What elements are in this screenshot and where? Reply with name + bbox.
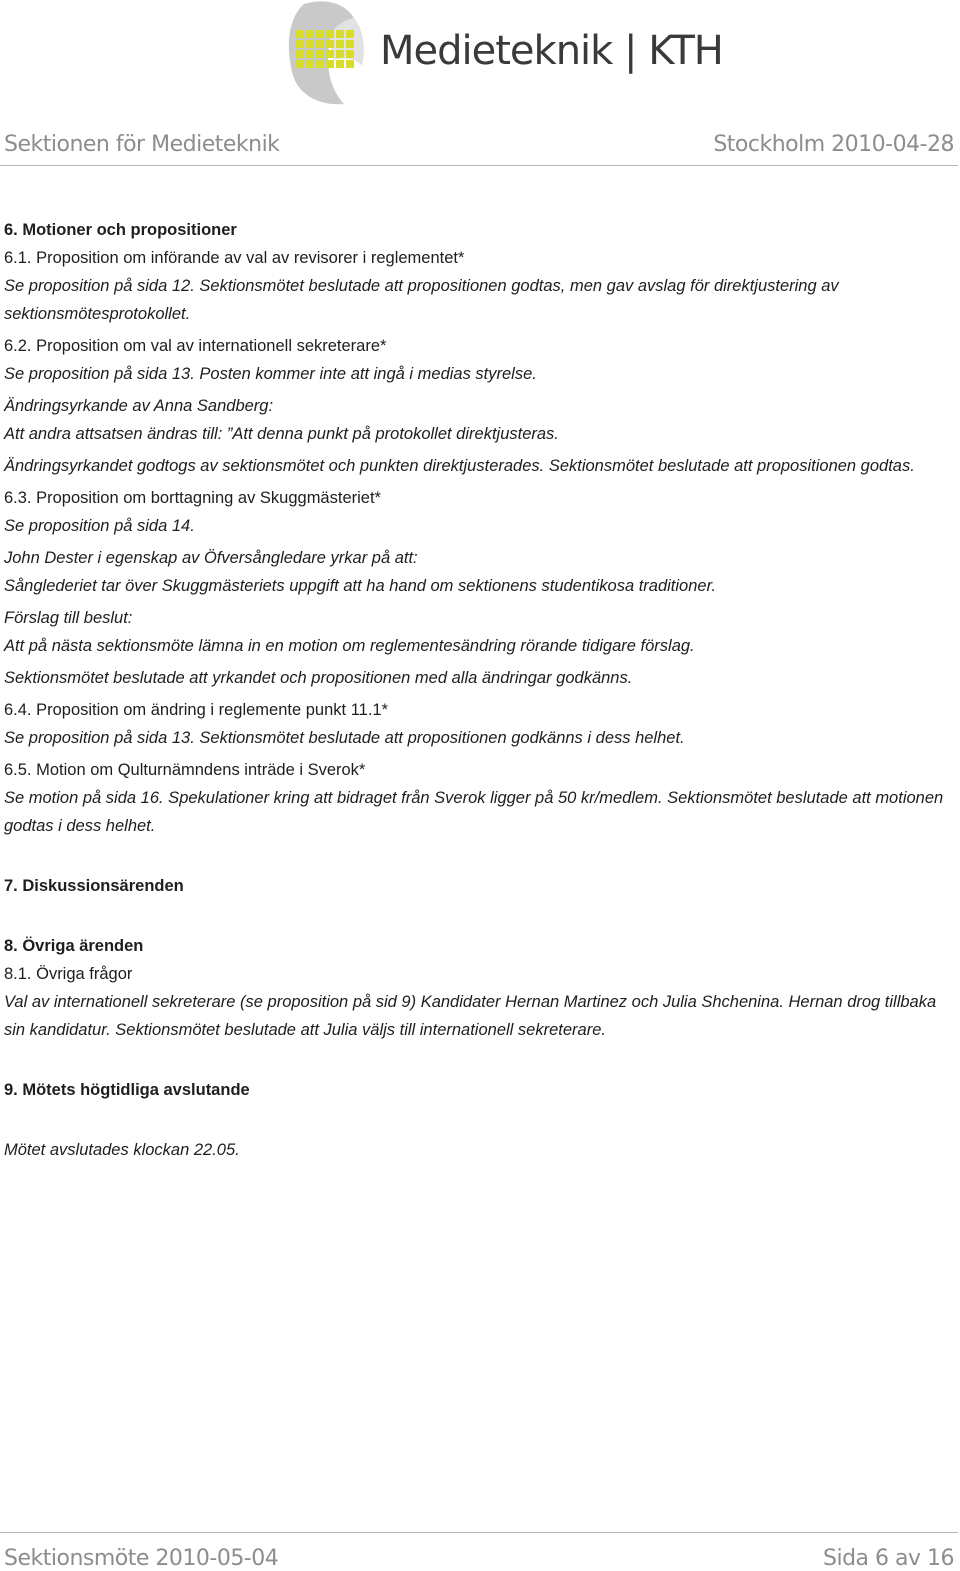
item-text: Se motion på sida 16. Spekulationer kring att bidraget från Sverok ligger på 50 kr/medlem. Sektionsmötet beslutade att motionen godtas i dess helhet. <box>4 789 944 835</box>
header-divider <box>0 165 958 166</box>
header-organization: Sektionen för Medieteknik <box>4 132 280 157</box>
section-heading: 7. Diskussionsärenden <box>4 877 184 895</box>
decision-text: Sektionsmötet beslutade att yrkandet och propositionen med alla ändringar godkänns. <box>4 669 633 687</box>
item-title: 6.5. Motion om Qulturnämndens inträde i Sverok* <box>4 761 366 779</box>
logo <box>284 0 723 110</box>
footer-page-number: Sida 6 av 16 <box>823 1546 954 1571</box>
header-place-date: Stockholm 2010-04-28 <box>713 132 954 157</box>
item-title: 8.1. Övriga frågor <box>4 965 133 983</box>
item-title: 6.2. Proposition om val av internationell sekreterare* <box>4 337 387 355</box>
item-text: Se proposition på sida 13. Posten kommer inte att ingå i medias styrelse. <box>4 365 537 383</box>
claim-text: Sånglederiet tar över Skuggmästeriets uppgift att ha hand om sektionens studentikosa traditioner. <box>4 577 717 595</box>
item-title: 6.1. Proposition om införande av val av revisorer i reglementet* <box>4 249 465 267</box>
logo-text: Medieteknik | KTH <box>380 28 723 74</box>
item-text: Se proposition på sida 13. Sektionsmötet beslutade att propositionen godkänns i dess helhet. <box>4 729 685 747</box>
section-heading: 6. Motioner och propositioner <box>4 221 237 239</box>
footer-divider <box>0 1532 958 1533</box>
decision-text: Ändringsyrkandet godtogs av sektionsmötet och punkten direktjusterades. Sektionsmötet beslutade att propositionen godtas. <box>4 457 915 475</box>
medieteknik-logo-icon <box>284 0 380 110</box>
section-heading: 9. Mötets högtidliga avslutande <box>4 1081 250 1099</box>
proposal-text: Att på nästa sektionsmöte lämna in en motion om reglementesändring rörande tidigare förslag. <box>4 637 695 655</box>
item-title: 6.4. Proposition om ändring i reglemente punkt 11.1* <box>4 701 389 719</box>
amendment-text: Att andra attsatsen ändras till: ”Att denna punkt på protokollet direktjusteras. <box>4 425 559 443</box>
item-text: Se proposition på sida 12. Sektionsmötet beslutade att propositionen godtas, men gav avslag för direktjustering av sektionsmötesprotokollet. <box>4 277 839 323</box>
item-text: Se proposition på sida 14. <box>4 517 195 535</box>
item-text: Val av internationell sekreterare (se proposition på sid 9) Kandidater Hernan Martinez och Julia Shchenina. Hernan drog tillbaka sin kandidatur. Sektionsmötet beslutade att Julia väljs till internationell sekreterare. <box>4 993 937 1039</box>
section-heading: 8. Övriga ärenden <box>4 937 144 955</box>
proposal-label: Förslag till beslut: <box>4 609 133 627</box>
document-body <box>4 216 952 1164</box>
item-title: 6.3. Proposition om borttagning av Skuggmästeriet* <box>4 489 381 507</box>
claim-label: John Dester i egenskap av Öfversångledare yrkar på att: <box>4 549 418 567</box>
amendment-label: Ändringsyrkande av Anna Sandberg: <box>4 397 274 415</box>
footer-meeting-date: Sektionsmöte 2010-05-04 <box>4 1546 279 1571</box>
closing-text: Mötet avslutades klockan 22.05. <box>4 1141 240 1159</box>
